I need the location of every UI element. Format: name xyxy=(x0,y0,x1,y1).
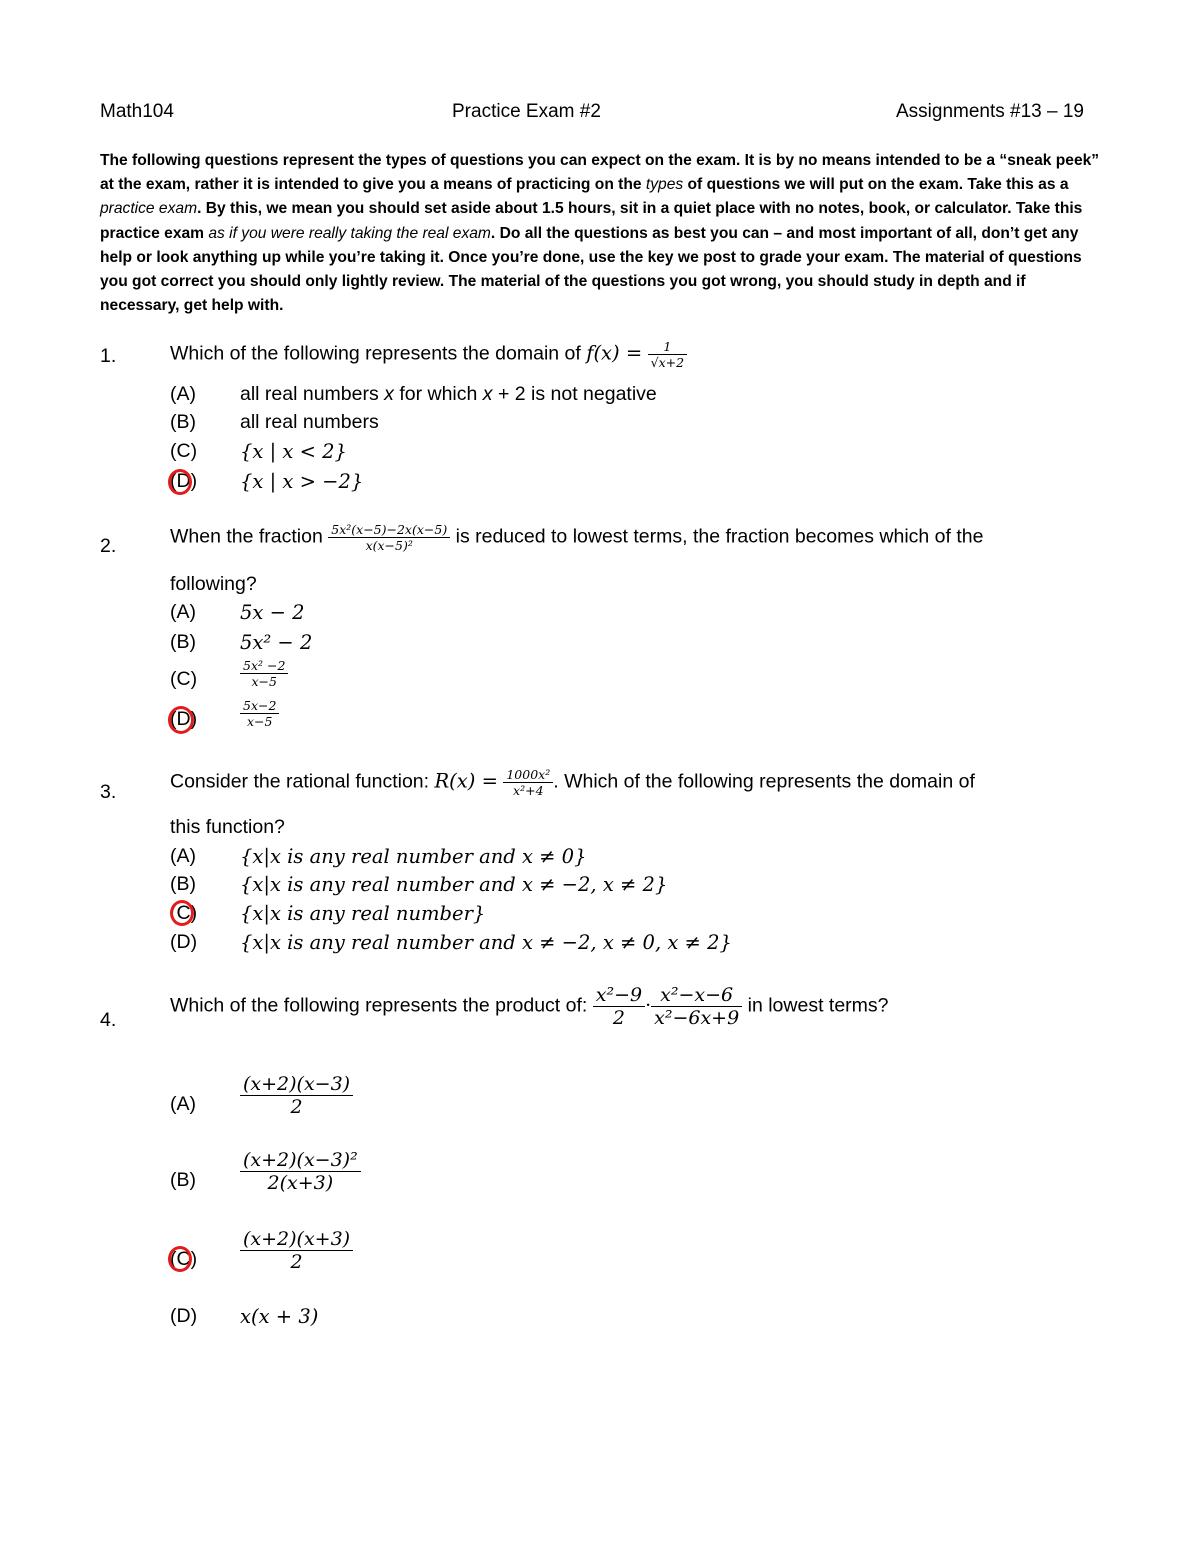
exam-title: Practice Exam #2 xyxy=(452,101,601,122)
question-number: 4. xyxy=(100,1009,117,1031)
fraction-denominator: x−5 xyxy=(246,714,273,729)
fraction-denominator: x²−6x+9 xyxy=(654,1007,740,1029)
fraction-numerator: 1 xyxy=(648,339,687,355)
fraction-denominator: 2(x+3) xyxy=(267,1172,334,1194)
option-value xyxy=(240,1149,361,1194)
option-value xyxy=(240,383,657,406)
question-prompt: Consider the rational function: xyxy=(170,770,435,793)
fraction-numerator: 5x² −2 xyxy=(240,658,288,674)
option-value xyxy=(240,1228,353,1273)
option-value: {x | x < 2} xyxy=(240,440,347,463)
answer-circle-q2 xyxy=(168,706,194,734)
question-text xyxy=(170,339,687,370)
question-number: 2. xyxy=(100,535,117,557)
intro-emphasis-2: practice exam xyxy=(100,200,198,218)
product-fraction-2 xyxy=(651,984,742,1029)
question-prompt-cont: in lowest terms? xyxy=(742,994,889,1017)
multiply-dot: · xyxy=(645,994,652,1017)
option-label: (A) xyxy=(170,1093,196,1115)
option-value: all real numbers xyxy=(240,411,379,433)
option-label: (C) xyxy=(170,1248,198,1270)
option-label: (B) xyxy=(170,1169,196,1191)
fraction-numerator: 5x²(x−5)−2x(x−5) xyxy=(328,522,450,538)
function-label: R(x) = xyxy=(434,769,498,793)
fraction-denominator: x(x−5)² xyxy=(365,538,413,553)
fraction-numerator: 5x−2 xyxy=(240,698,279,714)
question-prompt-cont: . Which of the following represents the domain of xyxy=(553,770,975,793)
fraction-denominator: √x+2 xyxy=(650,355,685,370)
intro-emphasis-3: as if you were really taking the real exam xyxy=(208,224,491,242)
question-prompt-cont: is reduced to lowest terms, the fraction becomes which of the xyxy=(450,525,984,548)
option-value xyxy=(240,658,288,689)
option-value: {x|x is any real number} xyxy=(240,902,486,925)
fraction-numerator: (x+2)(x−3) xyxy=(240,1073,353,1096)
option-fraction xyxy=(240,1073,353,1118)
question-prompt: Which of the following represents the product of: xyxy=(170,994,593,1017)
intro-text-3: . By this, we mean you should set aside about 1.5 hours, sit in a quiet place with no notes, book, or calculator. Take this practice exam xyxy=(100,200,1083,242)
option-label: (C) xyxy=(170,902,198,924)
question-prompt: When the fraction xyxy=(170,525,329,548)
option-label: (D) xyxy=(170,931,198,953)
option-fraction xyxy=(240,658,288,689)
question-text xyxy=(170,984,889,1029)
fraction-denominator: 2 xyxy=(290,1251,303,1273)
function-label: f(x) = xyxy=(586,341,643,365)
page-header xyxy=(100,101,1084,129)
option-label: (D) xyxy=(170,470,198,492)
option-value: 5x² − 2 xyxy=(240,631,313,654)
fraction-denominator: x−5 xyxy=(251,674,277,689)
intro-text-4: . Do all the questions as best you can – and most important of all, don’t get any help or look anything up while you’re taking it. Once you’re done, use the key we post to grade your exam. The material of questions you got correct you should only lightly review. The material of the questions you got wrong, you should study in depth and if necessary, get help with. xyxy=(100,224,1082,315)
option-label: (C) xyxy=(170,668,198,690)
fraction-denominator: 2 xyxy=(612,1007,625,1029)
option-value: {x|x is any real number and x ≠ −2, x ≠ 0, x ≠ 2} xyxy=(240,931,732,954)
option-fraction xyxy=(240,1149,361,1194)
option-var: x xyxy=(384,383,394,405)
option-label: (D) xyxy=(170,1305,198,1327)
intro-text-1: The following questions represent the types of questions you can expect on the exam. It is by no means intended to be a “sneak peek” at the exam, rather it is intended to give you a means of practicing on the xyxy=(100,152,1100,194)
option-label: (A) xyxy=(170,383,196,405)
option-fraction xyxy=(240,1228,353,1273)
domain-fraction xyxy=(648,339,687,370)
question-text xyxy=(170,522,983,553)
fraction-numerator: 1000x² xyxy=(503,767,553,783)
question-fraction xyxy=(328,522,450,553)
option-label: (B) xyxy=(170,411,196,433)
option-var: x xyxy=(482,383,493,405)
option-value xyxy=(240,698,279,729)
question-text xyxy=(170,767,975,798)
option-text: for which xyxy=(393,383,483,405)
answer-circle-q1 xyxy=(168,469,192,495)
fraction-numerator: (x+2)(x−3)² xyxy=(240,1149,361,1172)
option-text: all real numbers xyxy=(240,383,385,405)
instructions-paragraph xyxy=(100,149,1100,318)
product-fraction-1 xyxy=(593,984,645,1029)
option-fraction xyxy=(240,698,279,729)
option-label: (D) xyxy=(170,708,198,730)
question-number: 1. xyxy=(100,345,117,367)
fraction-numerator: x²−9 xyxy=(593,984,645,1007)
fraction-denominator: x²+4 xyxy=(513,783,544,798)
option-value: x(x + 3) xyxy=(240,1305,319,1328)
option-value: {x|x is any real number and x ≠ 0} xyxy=(240,845,587,868)
intro-text-2: of questions we will put on the exam. Take this as a xyxy=(683,176,1069,194)
fraction-numerator: (x+2)(x+3) xyxy=(240,1228,353,1251)
option-label: (B) xyxy=(170,873,196,895)
option-label: (A) xyxy=(170,845,196,867)
question-prompt-line2: this function? xyxy=(170,816,285,838)
option-value xyxy=(240,1073,353,1118)
fraction-denominator: 2 xyxy=(290,1096,303,1118)
question-number: 3. xyxy=(100,781,117,803)
option-text: + 2 is not negative xyxy=(492,383,657,405)
option-value: {x|x is any real number and x ≠ −2, x ≠ 2} xyxy=(240,873,668,896)
question-fraction xyxy=(503,767,553,798)
option-label: (C) xyxy=(170,440,198,462)
option-value: 5x − 2 xyxy=(240,601,305,624)
option-label: (B) xyxy=(170,631,196,653)
option-value: {x | x > −2} xyxy=(240,470,364,493)
question-prompt-line2: following? xyxy=(170,573,257,595)
option-label: (A) xyxy=(170,601,196,623)
assignments-range: Assignments #13 – 19 xyxy=(895,101,1084,122)
intro-emphasis-1: types xyxy=(645,176,684,194)
question-prompt: Which of the following represents the domain of xyxy=(170,342,587,365)
answer-circle-q4 xyxy=(168,1246,192,1272)
answer-circle-q3 xyxy=(170,900,194,926)
fraction-numerator: x²−x−6 xyxy=(651,984,742,1007)
course-name: Math104 xyxy=(100,101,174,122)
